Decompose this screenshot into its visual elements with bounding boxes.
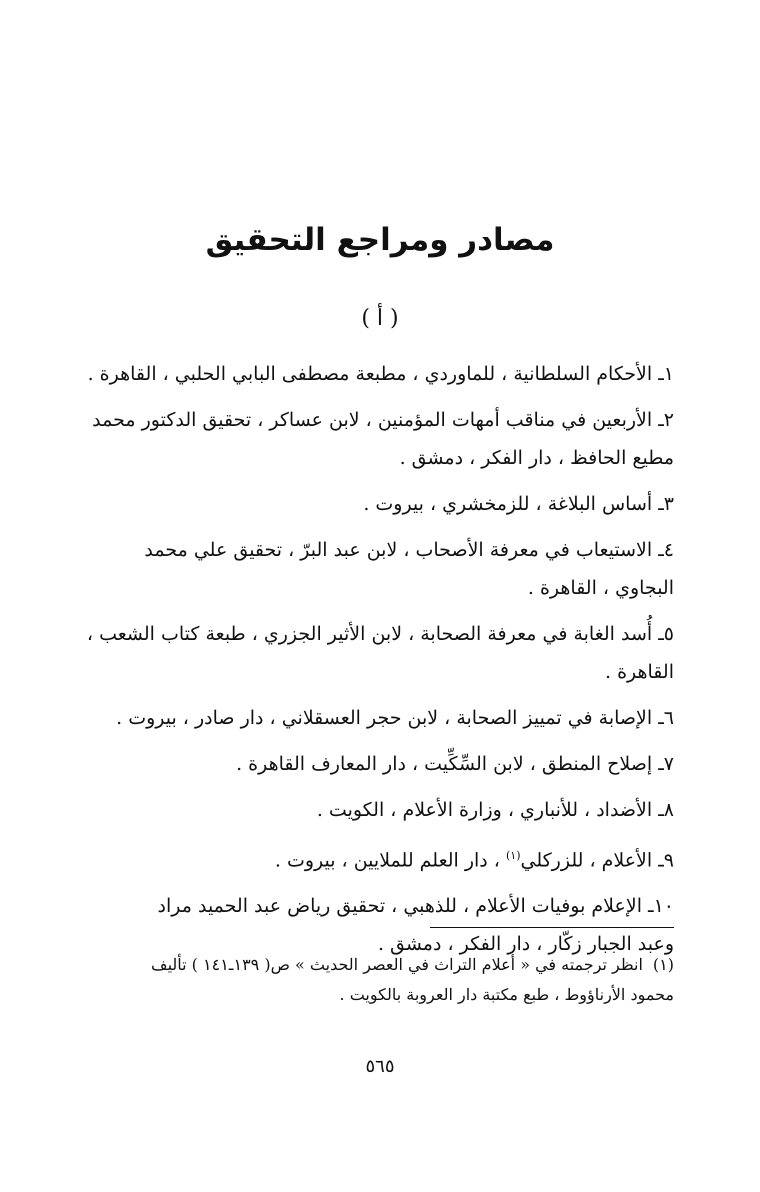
entry-text: ٣ـ أساس البلاغة ، للزمخشري ، بيروت . xyxy=(363,493,674,515)
footnote-mark: (١) xyxy=(652,955,674,974)
page-title: مصادر ومراجع التحقيق xyxy=(205,222,555,258)
footnote-text: انظر ترجمته في « أعلام التراث في العصر الحديث » ص( ١٣٩ـ١٤١ ) تأليف xyxy=(151,955,643,974)
footnote-divider xyxy=(430,927,674,928)
list-item xyxy=(80,401,674,477)
footnote-reference: (١) xyxy=(505,849,521,862)
footnote xyxy=(80,950,674,1010)
entry-text: ٤ـ الاستيعاب في معرفة الأصحاب ، لابن عبد البرّ ، تحقيق علي محمد xyxy=(144,539,674,561)
entry-text: ٧ـ إصلاح المنطق ، لابن السِّكِّيت ، دار المعارف القاهرة . xyxy=(236,753,674,775)
list-item xyxy=(80,485,674,523)
page-number: ٥٦٥ xyxy=(365,1056,395,1077)
section-heading: ( أ ) xyxy=(361,306,399,331)
list-item xyxy=(80,745,674,783)
list-item xyxy=(80,699,674,737)
references-list xyxy=(80,355,674,971)
entry-continuation: البجاوي ، القاهرة . xyxy=(527,577,674,599)
list-item xyxy=(80,837,674,879)
list-item xyxy=(80,791,674,829)
entry-text: ٥ـ أُسد الغابة في معرفة الصحابة ، لابن الأثير الجزري ، طبعة كتاب الشعب ، xyxy=(86,623,674,645)
list-item xyxy=(80,355,674,393)
entry-text: ٢ـ الأربعين في مناقب أمهات المؤمنين ، لابن عساكر ، تحقيق الدكتور محمد xyxy=(92,409,674,431)
entry-text: ٩ـ الأعلام ، للزركلي xyxy=(520,849,674,872)
footnote-continuation: محمود الأرناؤوط ، طبع مكتبة دار العروبة بالكويت . xyxy=(339,985,674,1004)
list-item xyxy=(80,615,674,691)
entry-text: ١ـ الأحكام السلطانية ، للماوردي ، مطبعة مصطفى البابي الحلبي ، القاهرة . xyxy=(87,363,674,385)
entry-text: ٦ـ الإصابة في تمييز الصحابة ، لابن حجر العسقلاني ، دار صادر ، بيروت . xyxy=(116,707,674,729)
entry-continuation: القاهرة . xyxy=(604,661,674,683)
entry-continuation: مطيع الحافظ ، دار الفكر ، دمشق . xyxy=(399,447,674,469)
entry-text: ١٠ـ الإعلام بوفيات الأعلام ، للذهبي ، تحقيق رياض عبد الحميد مراد xyxy=(157,895,674,918)
entry-text: ٨ـ الأضداد ، للأنباري ، وزارة الأعلام ، الكويت . xyxy=(316,799,674,821)
list-item xyxy=(80,531,674,607)
entry-text-continued: ، دار العلم للملايين ، بيروت . xyxy=(274,849,506,872)
entry-continuation: وعبد الجبار زكّار ، دار الفكر ، دمشق . xyxy=(377,933,674,956)
